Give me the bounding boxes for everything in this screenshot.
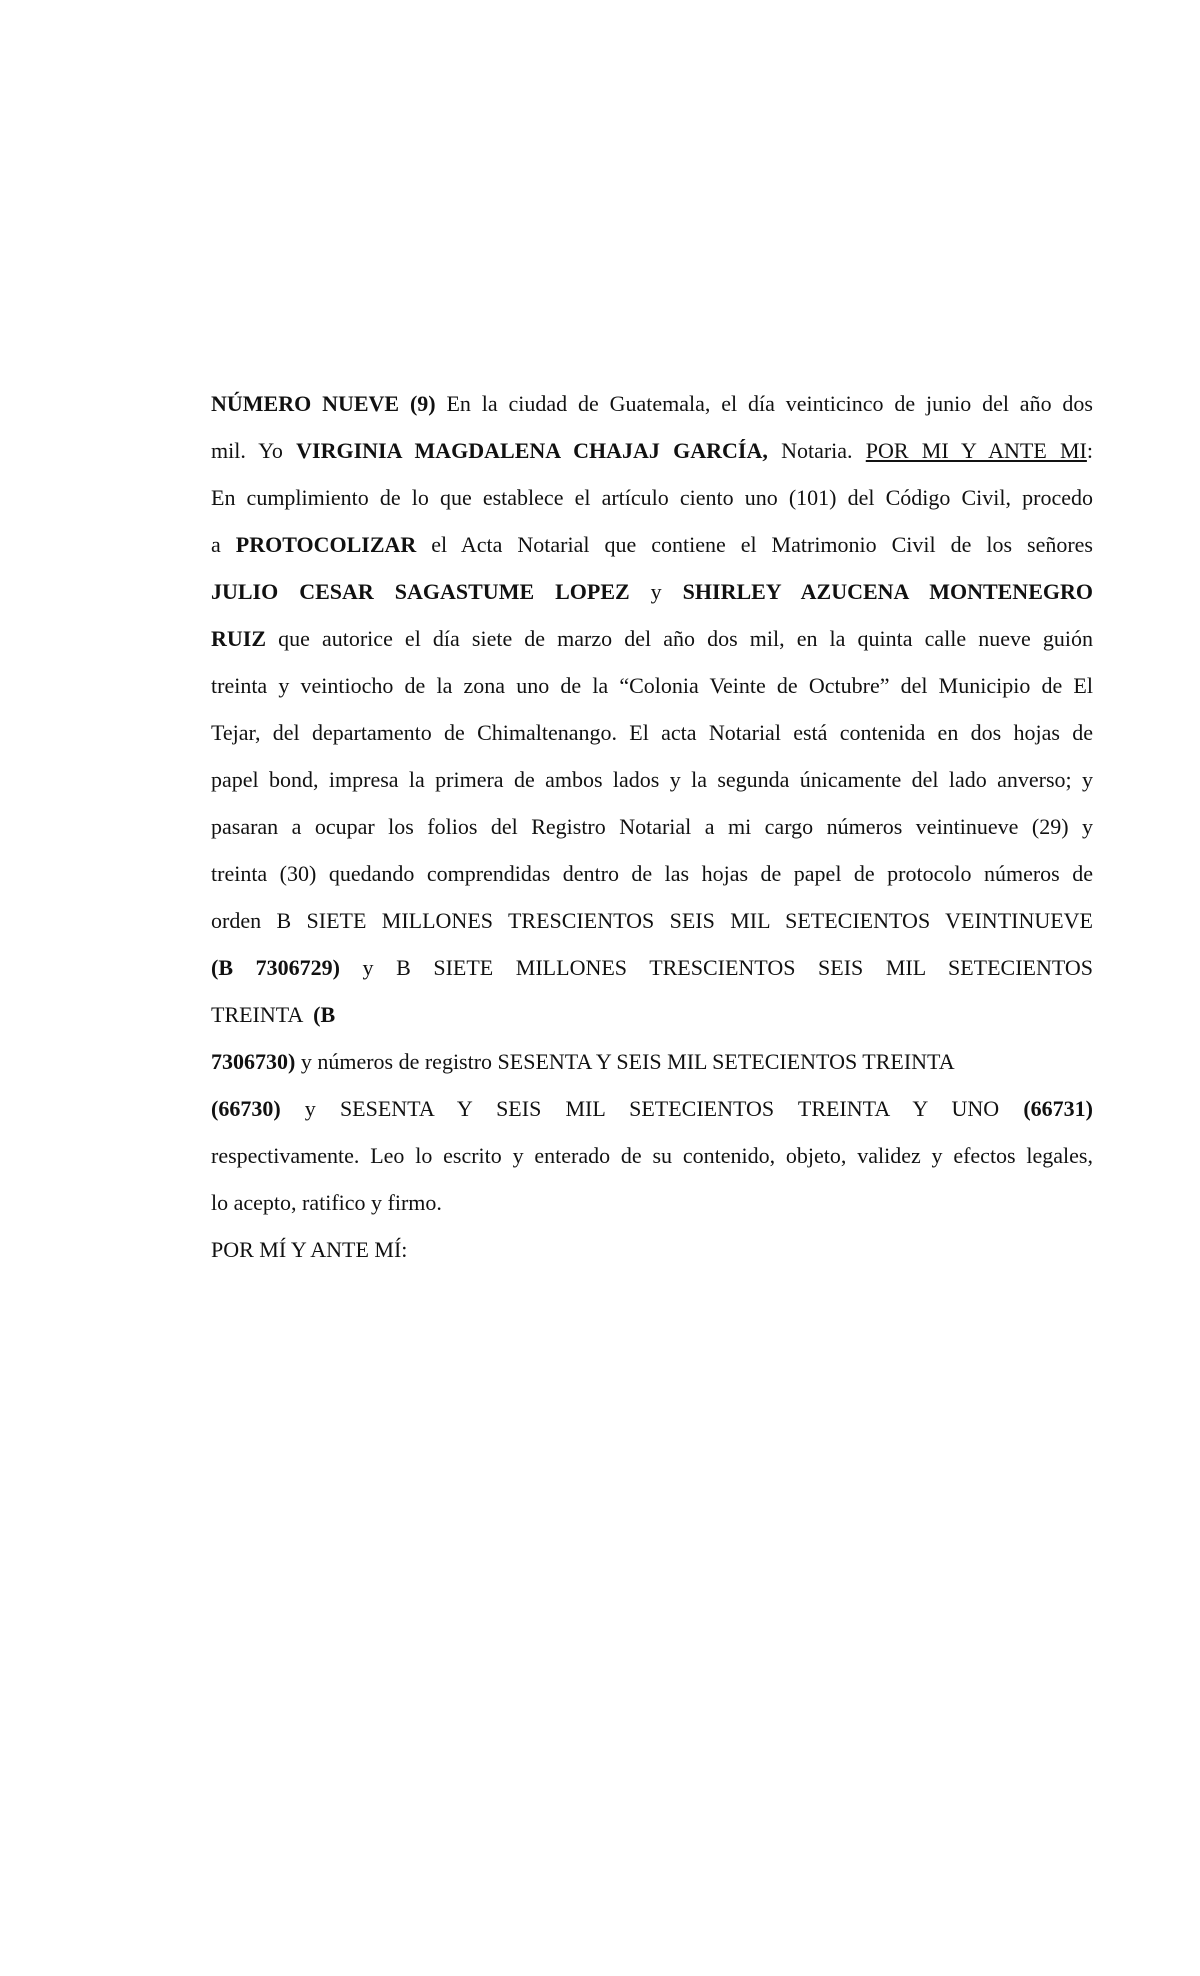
- registry-number-1: (66730): [211, 1096, 281, 1121]
- groom-name: JULIO CESAR SAGASTUME LOPEZ: [211, 579, 630, 604]
- text-line-14: TREINTA (B: [211, 1002, 336, 1027]
- por-mi-ante-mi-heading: POR MI Y ANTE MI: [865, 438, 1087, 463]
- text-line-1: NÚMERO NUEVE (9) En la ciudad de Guatemala, el día veinticinco de junio del año dos: [211, 391, 1093, 416]
- protocol-sheet-number-1: (B 7306729): [211, 955, 340, 980]
- notary-name: VIRGINIA MAGDALENA CHAJAJ GARCÍA,: [296, 438, 768, 463]
- registry-number-2: (66731): [1023, 1096, 1093, 1121]
- text-line-9: papel bond, impresa la primera de ambos lados y la segunda únicamente del lado anverso; y: [211, 767, 1093, 792]
- closing-signature-line: POR MÍ Y ANTE MÍ:: [211, 1237, 408, 1262]
- text-line-5: JULIO CESAR SAGASTUME LOPEZ y SHIRLEY AZUCENA MONTENEGRO: [211, 579, 1093, 604]
- text-line-4: a PROTOCOLIZAR el Acta Notarial que contiene el Matrimonio Civil de los señores: [211, 532, 1093, 557]
- text-line-13: (B 7306729) y B SIETE MILLONES TRESCIENTOS SEIS MIL SETECIENTOS: [211, 955, 1094, 980]
- text-line-8: Tejar, del departamento de Chimaltenango. El acta Notarial está contenida en dos hojas de: [211, 720, 1093, 745]
- text-line-3: En cumplimiento de lo que establece el artículo ciento uno (101) del Código Civil, procedo: [211, 485, 1093, 510]
- bride-surname: RUIZ: [211, 626, 267, 651]
- text-line-17: respectivamente. Leo lo escrito y enterado de su contenido, objeto, validez y efectos legales,: [211, 1143, 1093, 1168]
- notarial-act-text: [211, 380, 1093, 1273]
- text-line-7: treinta y veintiocho de la zona uno de la “Colonia Veinte de Octubre” del Municipio de El: [211, 673, 1093, 698]
- text-line-18: lo acepto, ratifico y firmo.: [211, 1190, 442, 1215]
- protocol-sheet-number-2: 7306730): [211, 1049, 296, 1074]
- text-line-12: orden B SIETE MILLONES TRESCIENTOS SEIS MIL SETECIENTOS VEINTINUEVE: [211, 908, 1093, 933]
- protocolizar-keyword: PROTOCOLIZAR: [235, 532, 417, 557]
- text-line-15: 7306730) y números de registro SESENTA Y SEIS MIL SETECIENTOS TREINTA: [211, 1049, 955, 1074]
- text-line-10: pasaran a ocupar los folios del Registro Notarial a mi cargo números veintinueve (29) y: [211, 814, 1093, 839]
- text-line-2: mil. Yo VIRGINIA MAGDALENA CHAJAJ GARCÍA, Notaria. POR MI Y ANTE MI:: [211, 438, 1094, 463]
- text-line-11: treinta (30) quedando comprendidas dentro de las hojas de papel de protocolo números de: [211, 861, 1093, 886]
- bride-name: SHIRLEY AZUCENA MONTENEGRO: [682, 579, 1093, 604]
- text-line-6: RUIZ que autorice el día siete de marzo del año dos mil, en la quinta calle nueve guión: [211, 626, 1093, 651]
- text-line-16: (66730) y SESENTA Y SEIS MIL SETECIENTOS TREINTA Y UNO (66731): [211, 1096, 1093, 1121]
- protocol-sheet-number-2-prefix: (B: [313, 1002, 336, 1027]
- act-number: NÚMERO NUEVE (9): [211, 391, 436, 416]
